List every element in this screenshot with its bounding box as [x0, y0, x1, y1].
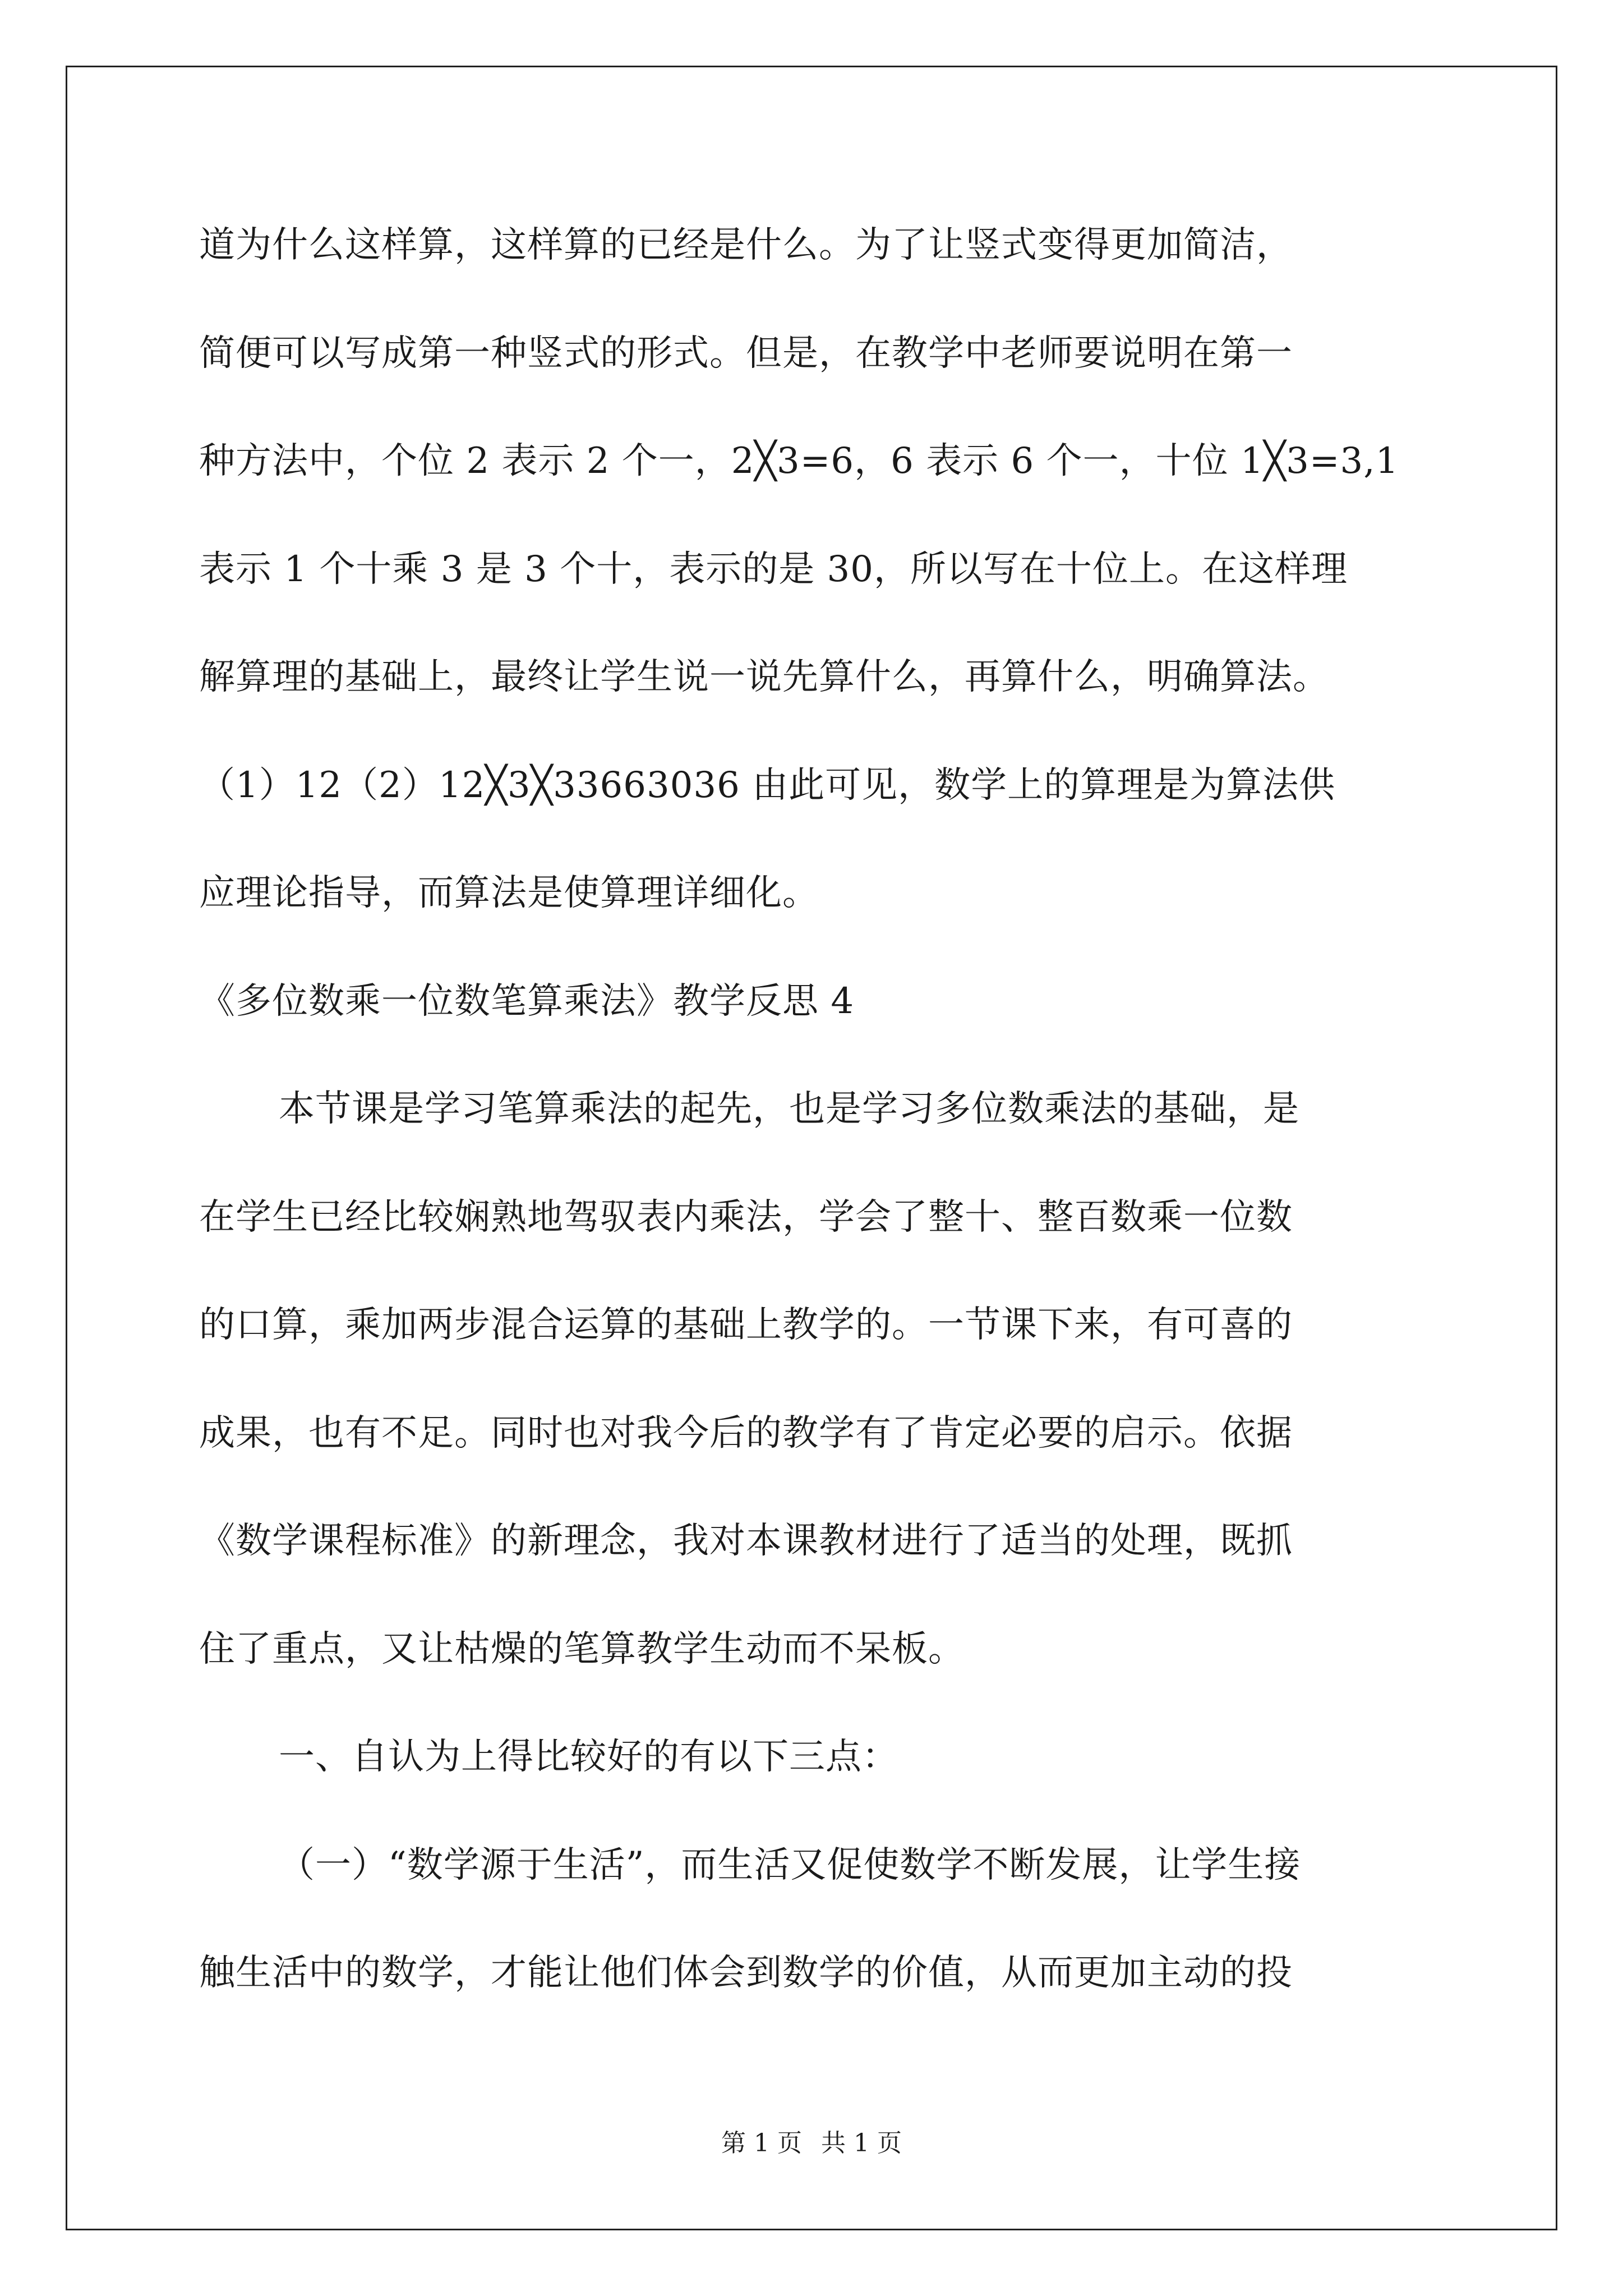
page-number: 第 1 页 [721, 2129, 802, 2157]
page-total: 共 1 页 [821, 2129, 902, 2157]
body-line: 在学生已经比较娴熟地驾驭表内乘法，学会了整十、整百数乘一位数 [199, 1197, 1293, 1238]
body-line: （1）12（2）12╳3╳33663036 由此可见，数学上的算理是为算法供 [199, 765, 1336, 806]
body-line: 表示 1 个十乘 3 是 3 个十，表示的是 30，所以写在十位上。在这样理 [199, 549, 1348, 590]
page-border [66, 66, 1557, 2230]
body-line: 解算理的基础上，最终让学生说一说先算什么，再算什么，明确算法。 [199, 656, 1329, 698]
body-line: 触生活中的数学，才能让他们体会到数学的价值，从而更加主动的投 [199, 1952, 1293, 1994]
body-line: 种方法中，个位 2 表示 2 个一，2╳3=6，6 表示 6 个一，十位 1╳3=3,1 [199, 440, 1399, 482]
body-line: 成果，也有不足。同时也对我今后的教学有了肯定必要的启示。依据 [199, 1412, 1293, 1454]
body-line: 的口算，乘加两步混合运算的基础上教学的。一节课下来，有可喜的 [199, 1304, 1293, 1346]
body-line: 应理论指导，而算法是使算理详细化。 [199, 872, 819, 914]
paragraph-start: 本节课是学习笔算乘法的起先，也是学习多位数乘法的基础，是 [279, 1088, 1299, 1130]
section-heading: 《多位数乘一位数笔算乘法》教学反思 4 [199, 981, 855, 1022]
body-line: 住了重点，又让枯燥的笔算教学生动而不呆板。 [199, 1628, 965, 1670]
page-footer [0, 2128, 1623, 2159]
body-line: 《数学课程标准》的新理念，我对本课教材进行了适当的处理，既抓 [199, 1520, 1293, 1562]
paragraph-start: （一）“数学源于生活”，而生活又促使数学不断发展，让学生接 [279, 1844, 1301, 1886]
body-line: 道为什么这样算，这样算的已经是什么。为了让竖式变得更加简洁， [199, 224, 1293, 266]
list-heading: 一、自认为上得比较好的有以下三点： [279, 1736, 898, 1778]
body-line: 简便可以写成第一种竖式的形式。但是，在教学中老师要说明在第一 [199, 333, 1293, 374]
